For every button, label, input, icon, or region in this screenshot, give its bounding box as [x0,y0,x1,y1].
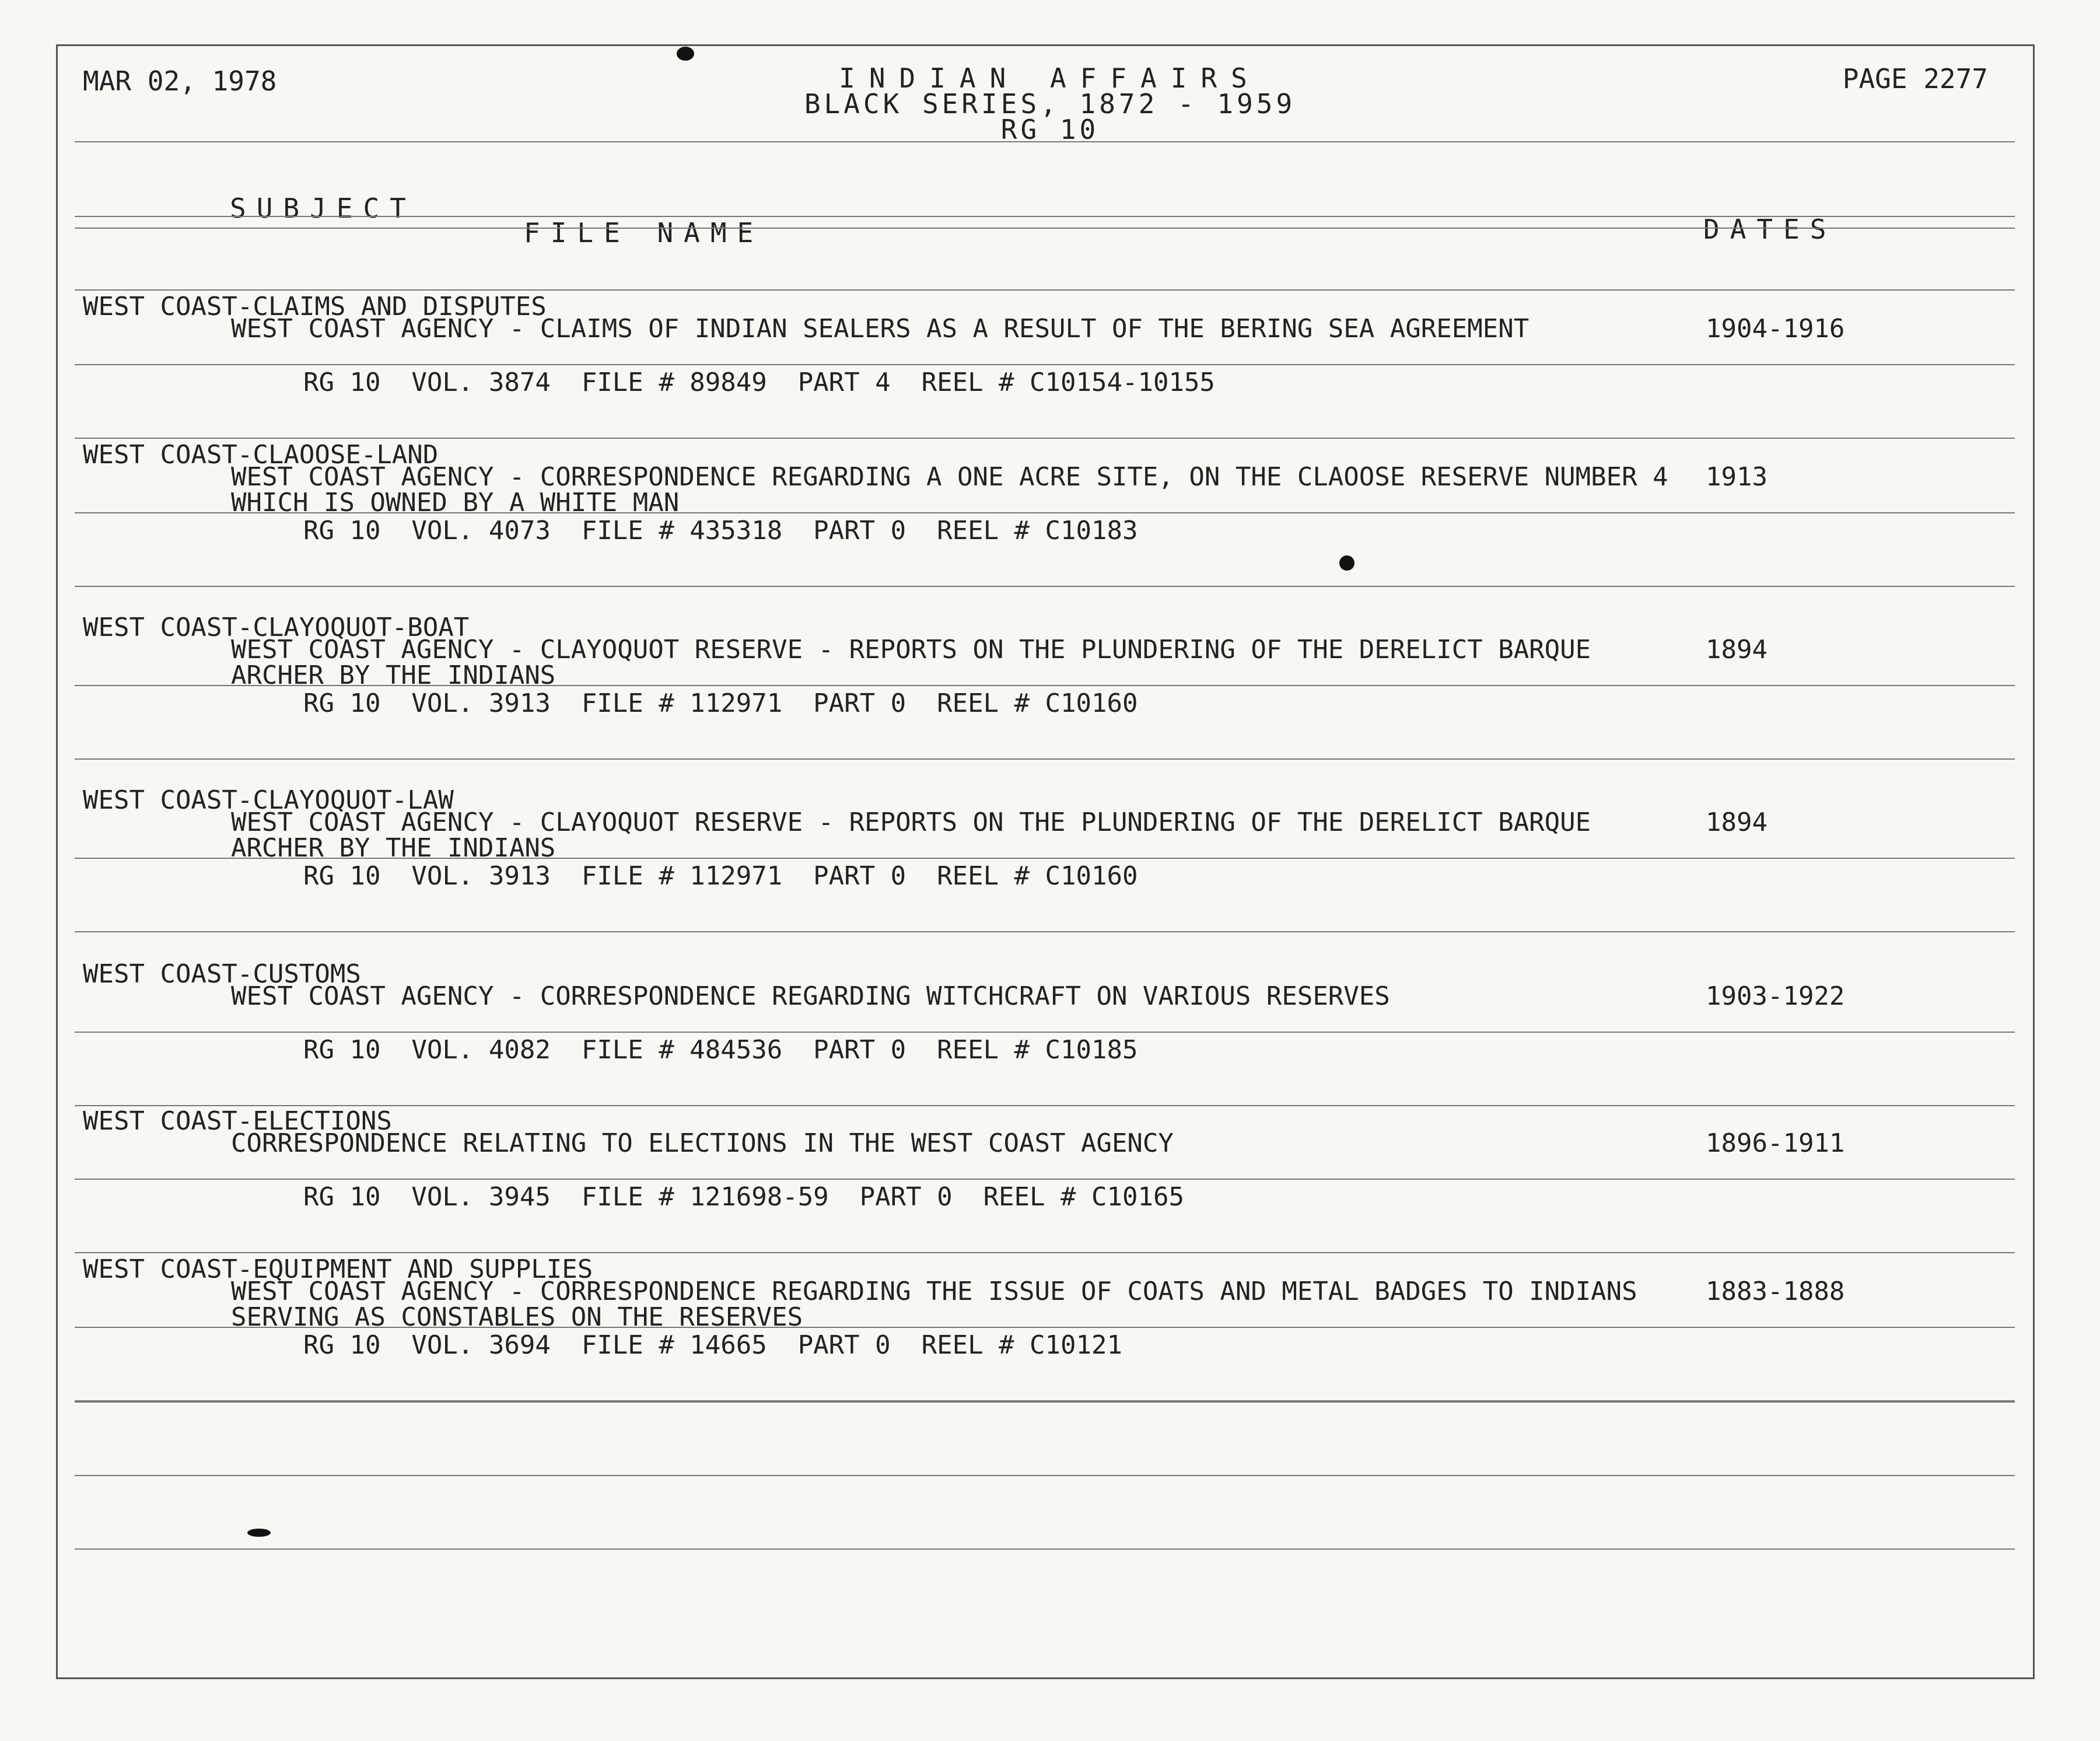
entry-dates: 1894 [1706,635,1768,665]
entry-archive-reference: RG 10 VOL. 4082 FILE # 484536 PART 0 REEL # C10185 [303,1035,1138,1065]
entry-file-name: WEST COAST AGENCY - CLAYOQUOT RESERVE - REPORTS ON THE PLUNDERING OF THE DERELICT BARQUE ARCHER BY THE INDIANS [231,807,1591,863]
divider [75,228,2015,229]
entry-file-name: WEST COAST AGENCY - CLAIMS OF INDIAN SEALERS AS A RESULT OF THE BERING SEA AGREEMENT [231,314,1530,344]
divider [75,1252,2015,1253]
title-line-2: BLACK SERIES, 1872 - 1959 [804,88,1296,120]
entry-subject: WEST COAST-ELECTIONS [83,1106,392,1136]
column-header-subject: SUBJECT [230,193,416,224]
entry-dates: 1883-1888 [1706,1277,1845,1306]
entry-subject: WEST COAST-CLAOOSE-LAND [83,440,439,470]
entry-subject: WEST COAST-CLAIMS AND DISPUTES [83,292,547,321]
entry-subject: WEST COAST-CUSTOMS [83,959,361,989]
divider [75,1401,2015,1403]
entry-archive-reference: RG 10 VOL. 3913 FILE # 112971 PART 0 REEL # C10160 [303,861,1138,891]
divider [75,758,2015,760]
divider [75,858,2015,859]
divider [75,1548,2015,1550]
entry-dates: 1903-1922 [1706,981,1845,1011]
column-header-file-name: FILE NAME [524,217,764,249]
entry-dates: 1904-1916 [1706,314,1845,344]
entry-dates: 1896-1911 [1706,1128,1845,1158]
ink-speck [1339,555,1354,571]
divider [75,216,2015,217]
column-header-dates: DATES [1703,214,1837,245]
divider [75,364,2015,365]
entry-archive-reference: RG 10 VOL. 3874 FILE # 89849 PART 4 REEL # C10154-10155 [303,368,1215,397]
entry-file-name: CORRESPONDENCE RELATING TO ELECTIONS IN THE WEST COAST AGENCY [231,1128,1174,1158]
ink-speck [677,47,694,61]
page-number: PAGE 2277 [1842,63,1988,95]
divider [75,438,2015,439]
entry-archive-reference: RG 10 VOL. 4073 FILE # 435318 PART 0 REEL # C10183 [303,516,1138,546]
entry-file-name: WEST COAST AGENCY - CLAYOQUOT RESERVE - REPORTS ON THE PLUNDERING OF THE DERELICT BARQUE ARCHER BY THE INDIANS [231,635,1591,690]
divider [75,685,2015,686]
divider [75,141,2015,142]
divider [75,1327,2015,1328]
divider [75,586,2015,587]
entry-file-name: WEST COAST AGENCY - CORRESPONDENCE REGARDING WITCHCRAFT ON VARIOUS RESERVES [231,981,1390,1011]
entry-dates: 1894 [1706,807,1768,837]
divider [75,1179,2015,1180]
ink-speck [247,1529,271,1537]
entry-archive-reference: RG 10 VOL. 3694 FILE # 14665 PART 0 REEL # C10121 [303,1330,1122,1360]
entry-subject: WEST COAST-CLAYOQUOT-LAW [83,785,454,815]
divider [75,512,2015,513]
title-line-3: RG 10 [1000,114,1100,145]
entry-subject: WEST COAST-CLAYOQUOT-BOAT [83,613,470,642]
report-title [758,62,1342,145]
entry-archive-reference: RG 10 VOL. 3913 FILE # 112971 PART 0 REEL # C10160 [303,688,1138,718]
entry-file-name: WEST COAST AGENCY - CORRESPONDENCE REGARDING THE ISSUE OF COATS AND METAL BADGES TO INDIANS SERVING AS CONSTABLES ON THE RESERVES [231,1277,1637,1332]
entry-subject: WEST COAST-EQUIPMENT AND SUPPLIES [83,1254,593,1284]
entry-dates: 1913 [1706,462,1768,492]
entry-file-name: WEST COAST AGENCY - CORRESPONDENCE REGARDING A ONE ACRE SITE, ON THE CLAOOSE RESERVE NUMBER 4 WHICH IS OWNED BY A WHITE MAN [231,462,1668,518]
report-date: MAR 02, 1978 [83,65,277,97]
entry-archive-reference: RG 10 VOL. 3945 FILE # 121698-59 PART 0 REEL # C10165 [303,1182,1184,1212]
divider [75,289,2015,291]
divider [75,1032,2015,1033]
divider [75,931,2015,932]
divider [75,1475,2015,1476]
title-line-1: INDIAN AFFAIRS [839,62,1261,94]
